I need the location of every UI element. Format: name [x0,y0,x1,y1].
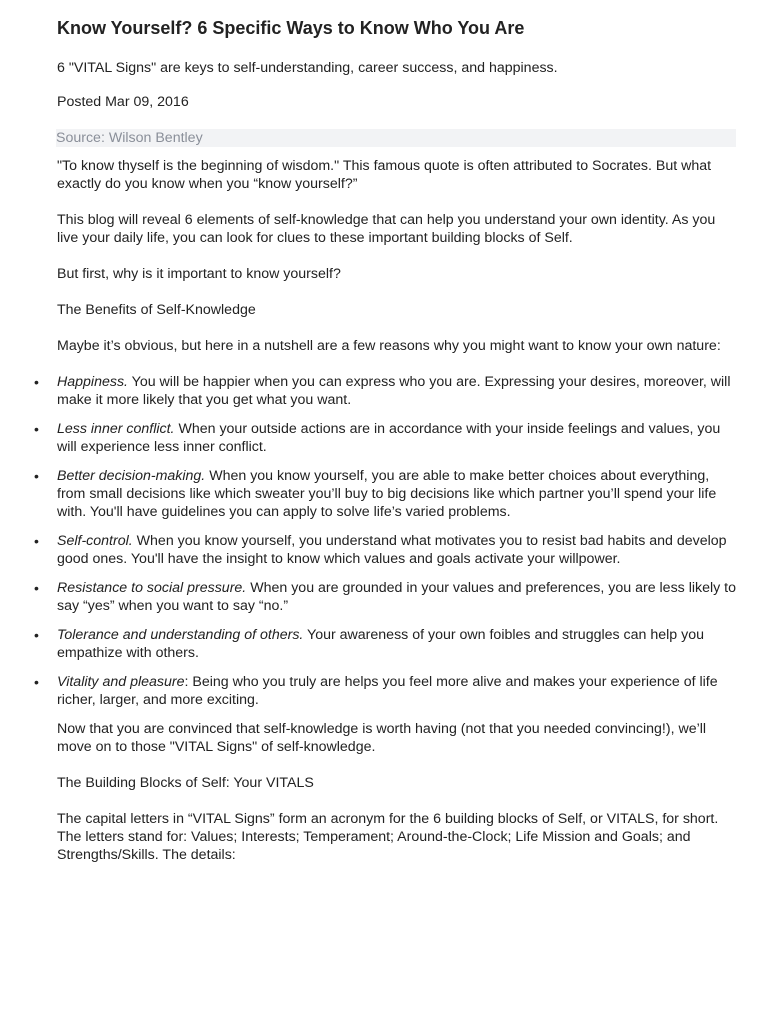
article-title: Know Yourself? 6 Specific Ways to Know Who You Are [57,18,525,38]
list-item-text: You will be happier when you can express who you are. Expressing your desires, moreover, will make it more likely that you get what you want. [57,374,731,408]
list-item-lead: Resistance to social pressure. [57,580,247,596]
list-item-lead: Less inner conflict. [57,421,175,437]
after-paragraph-2: The capital letters in “VITAL Signs” form an acronym for the 6 building blocks of Self, or VITALS, for short. The letters stand for: Values; Interests; Temperament; Around-the-Clock; Life Mission and Goals; and Strengths/Skills. The details: [57,811,719,863]
list-item-text: When your outside actions are in accordance with your inside feelings and values, you will experience less inner conflict. [57,421,721,455]
after-paragraph-1: Now that you are convinced that self-knowledge is worth having (not that you needed convincing!), we’ll move on to those "VITAL Signs" of self-knowledge. [57,721,707,755]
bullet-icon: • [34,627,39,643]
intro-paragraph-2: This blog will reveal 6 elements of self-knowledge that can help you understand your own identity. As you live your daily life, you can look for clues to these important building blocks of Self. [57,212,716,246]
bullet-icon: • [34,674,39,690]
article [34,17,739,864]
list-item [34,579,739,615]
list-item-text: When you know yourself, you understand what motivates you to resist bad habits and develop good ones. You'll have the insight to know which values and goals activate your willpower. [57,533,727,567]
list-item-lead: Happiness. [57,374,128,390]
article-subtitle: 6 "VITAL Signs" are keys to self-understanding, career success, and happiness. [57,60,558,76]
list-item-text: Your awareness of your own foibles and struggles can help you empathize with others. [57,627,705,661]
section-heading-benefits: The Benefits of Self-Knowledge [57,302,256,318]
image-source-caption: Source: Wilson Bentley [56,129,736,147]
list-item-text: When you are grounded in your values and preferences, you are less likely to say “yes” when you want to say “no.” [57,580,737,614]
list-item [34,626,739,662]
bullet-icon: • [34,580,39,596]
list-item [34,373,739,409]
list-item [34,532,739,568]
intro-paragraph-3: But first, why is it important to know yourself? [57,266,341,282]
list-item-text: When you know yourself, you are able to make better choices about everything, from small decisions like which sweater you’ll buy to big decisions like which partner you’ll spend your life with. You'll have guidelines you can apply to solve life’s varied problems. [57,468,717,520]
intro-paragraph-1: "To know thyself is the beginning of wisdom." This famous quote is often attributed to Socrates. But what exactly do you know when you “know yourself?” [57,158,712,192]
list-item-lead: Better decision-making. [57,468,206,484]
list-item [34,420,739,456]
posted-date: Posted Mar 09, 2016 [57,94,189,110]
bullet-icon: • [34,374,39,390]
bullet-icon: • [34,468,39,484]
list-item [34,673,739,709]
intro-paragraph-4: Maybe it’s obvious, but here in a nutshell are a few reasons why you might want to know your own nature: [57,338,721,354]
list-item-lead: Vitality and pleasure [57,674,185,690]
list-item-lead: Tolerance and understanding of others. [57,627,304,643]
list-item [34,467,739,521]
benefits-list [34,373,739,709]
bullet-icon: • [34,421,39,437]
list-item-text: : Being who you truly are helps you feel more alive and makes your experience of life richer, larger, and more exciting. [57,674,718,708]
section-heading-building-blocks: The Building Blocks of Self: Your VITALS [57,775,314,791]
list-item-lead: Self-control. [57,533,133,549]
bullet-icon: • [34,533,39,549]
